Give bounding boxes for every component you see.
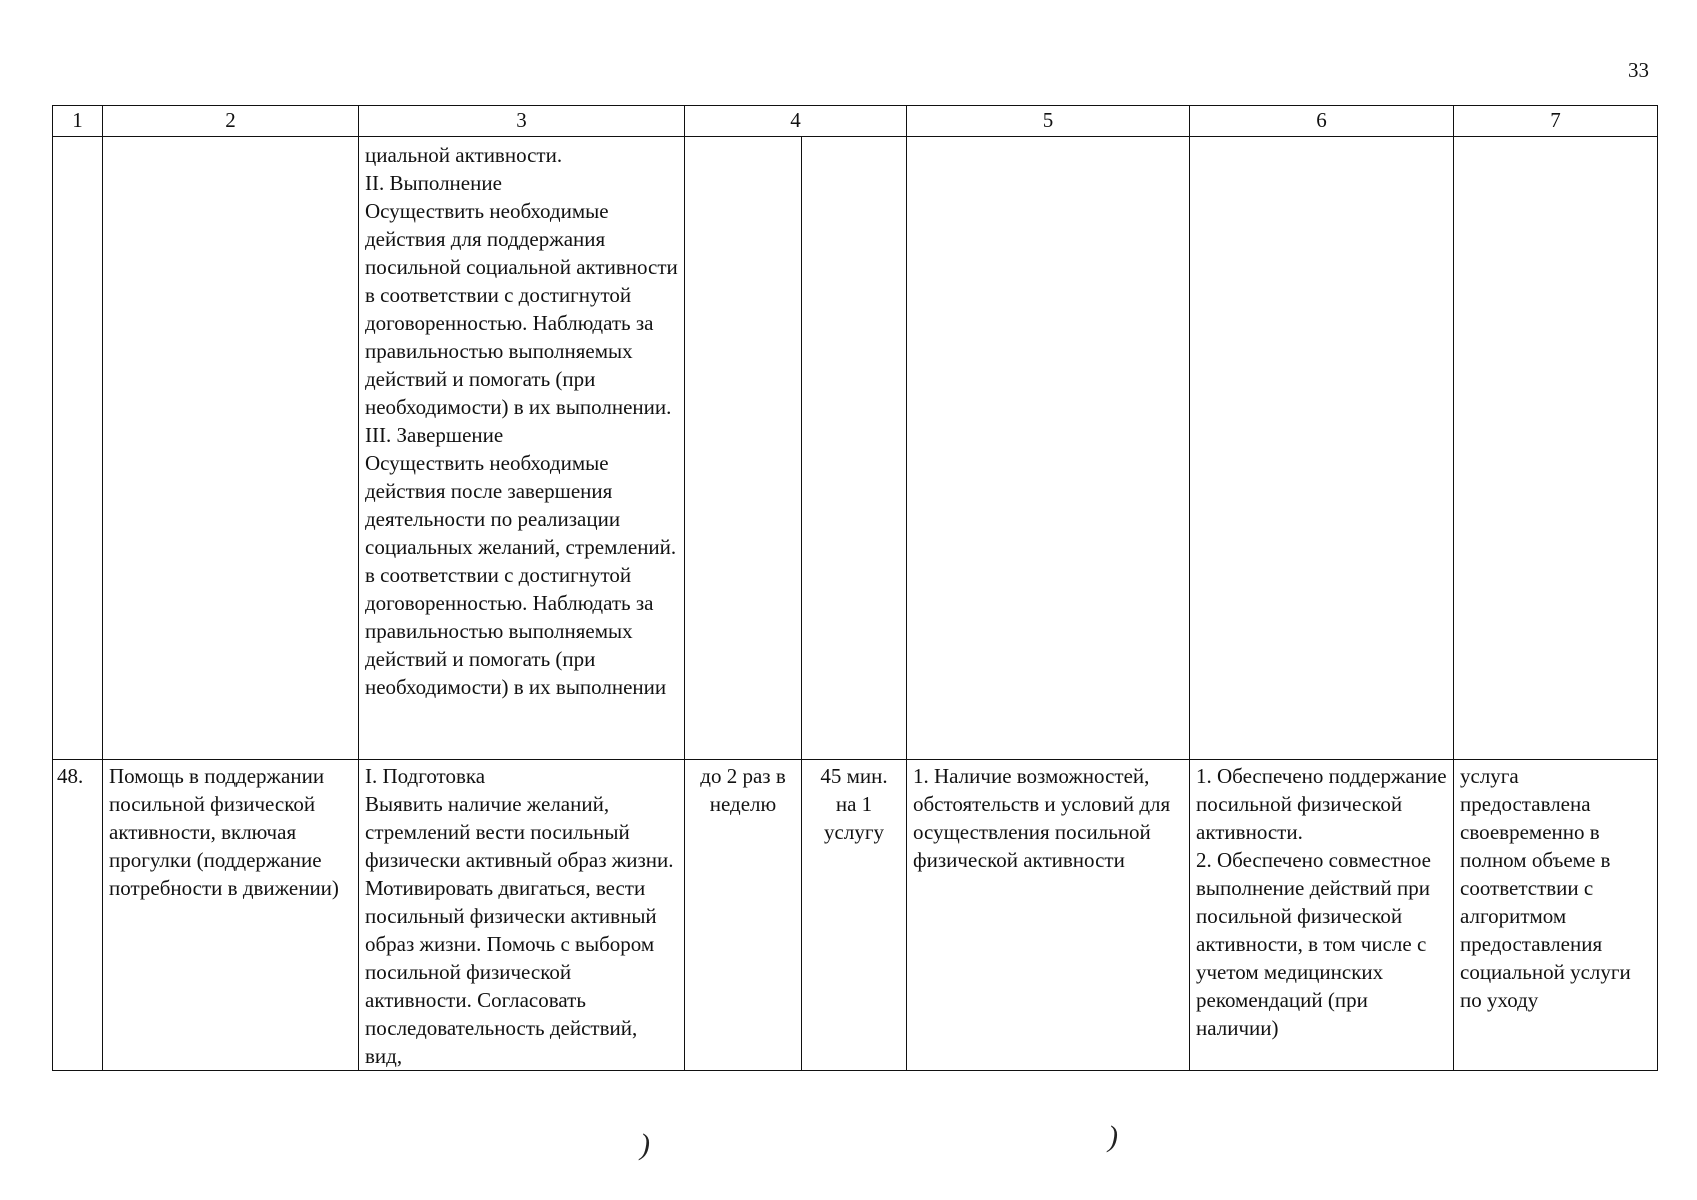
table-row-continuation bbox=[53, 137, 1658, 760]
cont-col-1 bbox=[53, 137, 103, 760]
cont-col-4b bbox=[802, 137, 907, 760]
cont-col-4a bbox=[685, 137, 802, 760]
procedure-text: I. Подготовка Выявить наличие желаний, стремлений вести посильный физически активный образ жизни. Мотивировать двигаться, вести посильный физически активный образ жизни. Помочь с выбором посильной физической активности. Согласовать последовательность действий, вид, bbox=[359, 760, 685, 1071]
header-col-2: 2 bbox=[103, 106, 359, 137]
header-col-6: 6 bbox=[1190, 106, 1454, 137]
cont-col-6 bbox=[1190, 137, 1454, 760]
row-number: 48. bbox=[53, 760, 103, 1071]
table-row-48 bbox=[53, 760, 1658, 1071]
header-col-4: 4 bbox=[685, 106, 907, 137]
conditions: 1. Наличие возможностей, обстоятельств и условий для осуществления посильной физической активности bbox=[907, 760, 1190, 1071]
results: 1. Обеспечено поддержание посильной физической активности. 2. Обеспечено совместное выполнение действий при посильной физической активности, в том числе с учетом медицинских рекомендаций (при наличии) bbox=[1190, 760, 1454, 1071]
cont-col-5 bbox=[907, 137, 1190, 760]
frequency: до 2 раз в неделю bbox=[685, 760, 802, 1071]
cont-col-7 bbox=[1454, 137, 1658, 760]
service-name: Помощь в поддержании посильной физической активности, включая прогулки (поддержание потребности в движении) bbox=[103, 760, 359, 1071]
cont-col-2 bbox=[103, 137, 359, 760]
evaluation: услуга предоставлена своевременно в полном объеме в соответствии с алгоритмом предоставления социальной услуги по уходу bbox=[1454, 760, 1658, 1071]
handwritten-mark-left: ) bbox=[640, 1128, 650, 1161]
duration: 45 мин. на 1 услугу bbox=[802, 760, 907, 1071]
header-col-3: 3 bbox=[359, 106, 685, 137]
header-row bbox=[53, 106, 1658, 137]
header-col-1: 1 bbox=[53, 106, 103, 137]
header-col-7: 7 bbox=[1454, 106, 1658, 137]
page-number: 33 bbox=[1628, 58, 1649, 82]
cont-procedure-text: циальной активности. II. Выполнение Осуществить необходимые действия для поддержания посильной социальной активности в соответствии с достигнутой договоренностью. Наблюдать за правильностью выполняемых действий и помогать (при необходимости) в их выполнении. III. Завершение Осуществить необходимые действия после завершения деятельности по реализации социальных желаний, стремлений. в соответствии с достигнутой договоренностью. Наблюдать за правильностью выполняемых действий и помогать (при необходимости) в их выполнении bbox=[359, 137, 685, 760]
header-col-5: 5 bbox=[907, 106, 1190, 137]
services-table bbox=[52, 105, 1658, 1071]
handwritten-mark-right: ) bbox=[1108, 1120, 1118, 1153]
